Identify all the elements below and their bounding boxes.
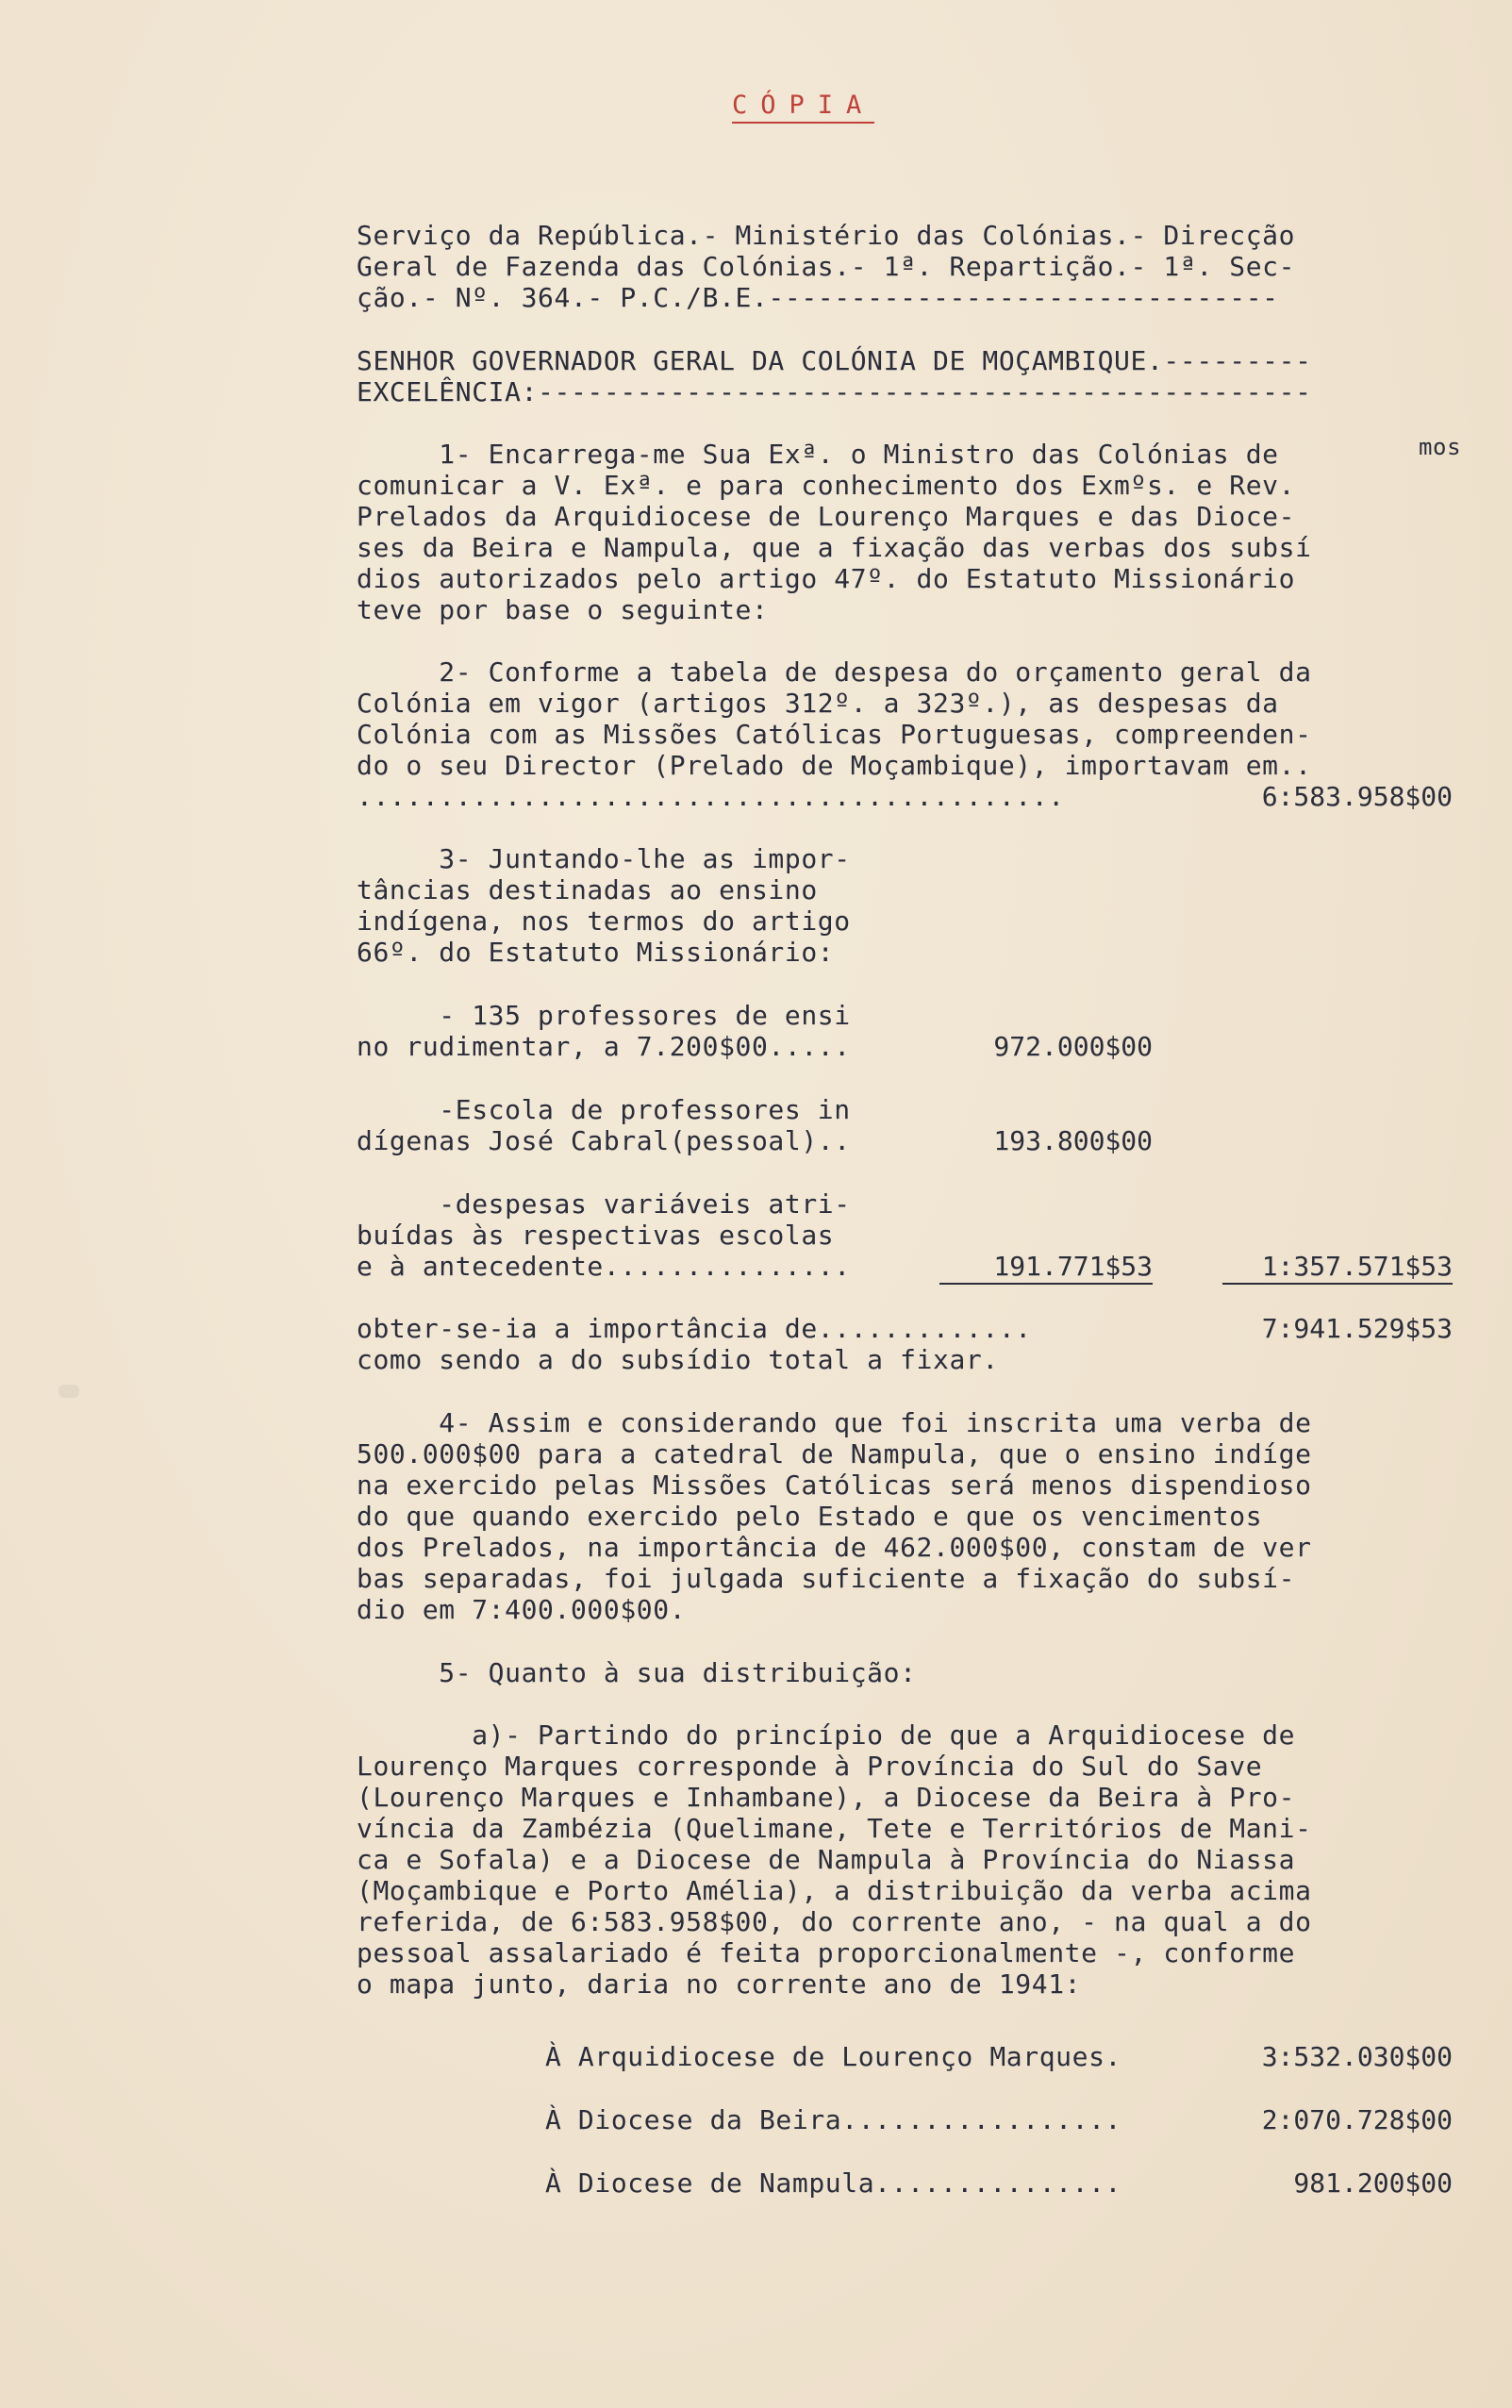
para5a-line: o mapa junto, daria no corrente ano de 1941: (357, 1968, 1082, 2000)
item-amount: 193.800$00 (993, 1125, 1153, 1156)
paper-stain (58, 1385, 79, 1398)
para4-line: 4- Assim e considerando que foi inscrita uma verba de (357, 1407, 1312, 1438)
para4-line: dos Prelados, na importância de 462.000$00, constam de ver (357, 1532, 1312, 1563)
para4-line: dio em 7:400.000$00. (357, 1594, 687, 1625)
distribution-amount: 2:070.728$00 (1261, 2104, 1453, 2135)
total-amount: 7:941.529$53 (1261, 1313, 1453, 1344)
item-line: dígenas José Cabral(pessoal).. (357, 1125, 851, 1156)
item-line: buídas às respectivas escolas (357, 1220, 835, 1251)
para5a-line: a)- Partindo do princípio de que a Arquidiocese de (357, 1719, 1296, 1751)
para5a-line: Lourenço Marques corresponde à Província do Sul do Save (357, 1751, 1263, 1782)
para2-line: do o seu Director (Prelado de Moçambique), importavam em.. (357, 750, 1312, 781)
distribution-label: À Diocese de Nampula............... (545, 2167, 1122, 2199)
para1-line: 1- Encarrega-me Sua Exª. o Ministro das Colónias de (357, 439, 1279, 470)
para4-line: do que quando exercido pelo Estado e que os vencimentos (357, 1501, 1263, 1532)
para5a-line: ca e Sofala) e a Diocese de Nampula à Província do Niassa (357, 1844, 1296, 1875)
para3-line: 66º. do Estatuto Missionário: (357, 937, 835, 968)
item-line: - 135 professores de ensi (357, 1000, 851, 1031)
addressee-line: EXCELÊNCIA:----------------------------------------------- (357, 376, 1312, 407)
para4-line: 500.000$00 para a catedral de Nampula, que o ensino indíge (357, 1438, 1312, 1470)
distribution-label: À Diocese da Beira................. (545, 2104, 1122, 2135)
para4-line: na exercido pelas Missões Católicas será menos dispendioso (357, 1470, 1312, 1501)
total-line: como sendo a do subsídio total a fixar. (357, 1344, 999, 1375)
para3-line: 3- Juntando-lhe as impor- (357, 843, 851, 874)
distribution-label: À Arquidiocese de Lourenço Marques. (545, 2041, 1122, 2072)
item-amount: 191.771$53 (939, 1251, 1153, 1285)
item-line: -despesas variáveis atri- (357, 1188, 851, 1220)
para2-line: Colónia com as Missões Católicas Portuguesas, compreenden- (357, 719, 1312, 750)
header-line: Serviço da República.- Ministério das Colónias.- Direcção (357, 220, 1296, 251)
distribution-amount: 981.200$00 (1293, 2167, 1453, 2199)
para5a-line: pessoal assalariado é feita proporcionalmente -, conforme (357, 1937, 1296, 1968)
para2-line: ........................................... (357, 781, 1065, 812)
para1-insert: mos (1419, 434, 1462, 460)
document-title: CÓPIA (732, 91, 874, 124)
para5a-line: (Moçambique e Porto Amélia), a distribuição da verba acima (357, 1875, 1312, 1906)
para4-line: bas separadas, foi julgada suficiente a fixação do subsí- (357, 1563, 1296, 1594)
para2-total: 6:583.958$00 (1261, 781, 1453, 812)
distribution-amount: 3:532.030$00 (1261, 2041, 1453, 2072)
total-line: obter-se-ia a importância de............. (357, 1313, 1032, 1344)
item-line: -Escola de professores in (357, 1094, 851, 1125)
header-line: Geral de Fazenda das Colónias.- 1ª. Repartição.- 1ª. Sec- (357, 251, 1296, 282)
para3-line: tâncias destinadas ao ensino (357, 874, 818, 905)
para5-line: 5- Quanto à sua distribuição: (357, 1657, 917, 1688)
para2-line: 2- Conforme a tabela de despesa do orçamento geral da (357, 656, 1312, 688)
para1-line: comunicar a V. Exª. e para conhecimento dos Exmºs. e Rev. (357, 470, 1296, 501)
para5a-line: (Lourenço Marques e Inhambane), a Diocese da Beira à Pro- (357, 1782, 1296, 1813)
item-amount: 972.000$00 (993, 1031, 1153, 1062)
para2-line: Colónia em vigor (artigos 312º. a 323º.), as despesas da (357, 688, 1279, 719)
item-subtotal: 1:357.571$53 (1222, 1251, 1453, 1285)
para1-line: teve por base o seguinte: (357, 594, 769, 625)
para5a-line: referida, de 6:583.958$00, do corrente ano, - na qual a do (357, 1906, 1312, 1937)
para1-line: dios autorizados pelo artigo 47º. do Estatuto Missionário (357, 563, 1296, 594)
para1-line: Prelados da Arquidiocese de Lourenço Marques e das Dioce- (357, 501, 1296, 532)
item-line: no rudimentar, a 7.200$00..... (357, 1031, 851, 1062)
para1-line: ses da Beira e Nampula, que a fixação das verbas dos subsí (357, 532, 1312, 563)
header-line: ção.- Nº. 364.- P.C./B.E.------------------------------- (357, 282, 1279, 313)
para3-line: indígena, nos termos do artigo (357, 905, 851, 937)
addressee-line: SENHOR GOVERNADOR GERAL DA COLÓNIA DE MOÇAMBIQUE.--------- (357, 345, 1312, 376)
item-line: e à antecedente............... (357, 1251, 851, 1282)
para5a-line: víncia da Zambézia (Quelimane, Tete e Territórios de Mani- (357, 1813, 1312, 1844)
